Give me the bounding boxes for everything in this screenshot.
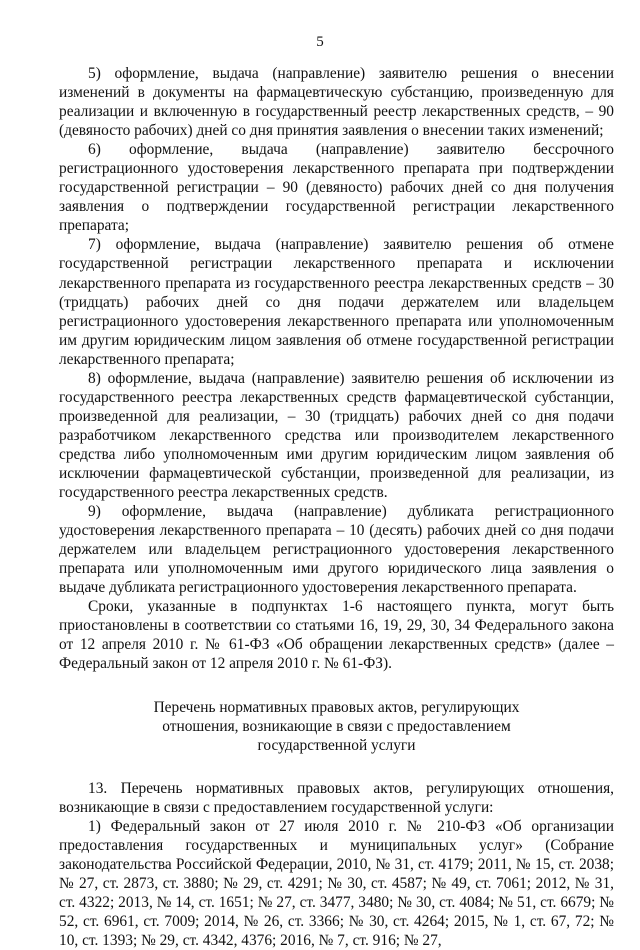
list-item-9: 9) оформление, выдача (направление) дубликата регистрационного удостоверения лекарственного препарата – 10 (десять) рабочих дней со дня подачи держателем или владельцем регистрационного удостоверения лекарственного препарата или уполномоченным ими другого юридического лица заявления о выдаче дубликата регистрационного удостоверения лекарственного препарата. <box>59 503 614 597</box>
list-item-5: 5) оформление, выдача (направление) заявителю решения о внесении изменений в документы на фармацевтическую субстанцию, произведенную для реализации и включенную в государственный реестр лекарственных средств, – 90 (девяносто рабочих) дней со дня принятия заявления о внесении таких изменений; <box>59 65 614 140</box>
list-item-8: 8) оформление, выдача (направление) заявителю решения об исключении из государственного реестра лекарственных средств фармацевтической субстанции, произведенной для реализации, – 30 (тридцать) рабочих дней со дня подачи разработчиком лекарственного средства или производителем лекарственного средства либо уполномоченным ими другим юридическим лицом заявления об исключении фармацевтической субстанции, произведенной для реализации, из государственного реестра лекарственных средств. <box>59 369 614 502</box>
page-number: 5 <box>316 34 324 50</box>
clause-13: 13. Перечень нормативных правовых актов, регулирующих отношения, возникающие в связи с предоставлением государственной услуги: <box>59 779 614 816</box>
list-item-7: 7) оформление, выдача (направление) заявителю решения об отмене государственной регистрации лекарственного препарата и исключении лекарственного препарата из государственного реестра лекарственных средств – 30 (тридцать) рабочих дней со дня подачи держателем или владельцем регистрационного удостоверения лекарственного препарата или уполномоченным им другим юридическим лицом заявления об отмене государственной регистрации лекарственного препарата; <box>59 236 614 368</box>
document-body <box>59 64 614 950</box>
deadlines-paragraph: Сроки, указанные в подпунктах 1-6 настоящего пункта, могут быть приостановлены в соответствии со статьями 16, 19, 29, 30, 34 Федерального закона от 12 апреля 2010 г. № 61-ФЗ «Об обращении лекарственных средств» (далее – Федеральный закон от 12 апреля 2010 г. № 61-ФЗ). <box>59 598 614 673</box>
list-item-6: 6) оформление, выдача (направление) заявителю бессрочного регистрационного удостоверения лекарственного препарата при подтверждении государственной регистрации – 90 (девяносто) рабочих дней со дня получения заявления о подтверждении государственной регистрации лекарственного препарата; <box>59 141 614 235</box>
section-heading: Перечень нормативных правовых актов, регулирующих отношения, возникающие в связи с предоставлением государственной услуги <box>153 698 520 754</box>
law-item-1: 1) Федеральный закон от 27 июля 2010 г. № 210-ФЗ «Об организации предоставления государственных и муниципальных услуг» (Собрание законодательства Российской Федерации, 2010, № 31, ст. 4179; 2011, № 15, ст. 2038; № 27, ст. 2873, ст. 3880; № 29, ст. 4291; № 30, ст. 4587; № 49, ст. 7061; 2012, № 31, ст. 4322; 2013, № 14, ст. 1651; № 27, ст. 3477, 3480; № 30, ст. 4084; № 51, ст. 6679; № 52, ст. 6961, ст. 7009; 2014, № 26, ст. 3366; № 30, ст. 4264; 2015, № 1, ст. 67, 72; № 10, ст. 1393; № 29, ст. 4342, 4376; 2016, № 7, ст. 916; № 27, <box>59 817 614 950</box>
